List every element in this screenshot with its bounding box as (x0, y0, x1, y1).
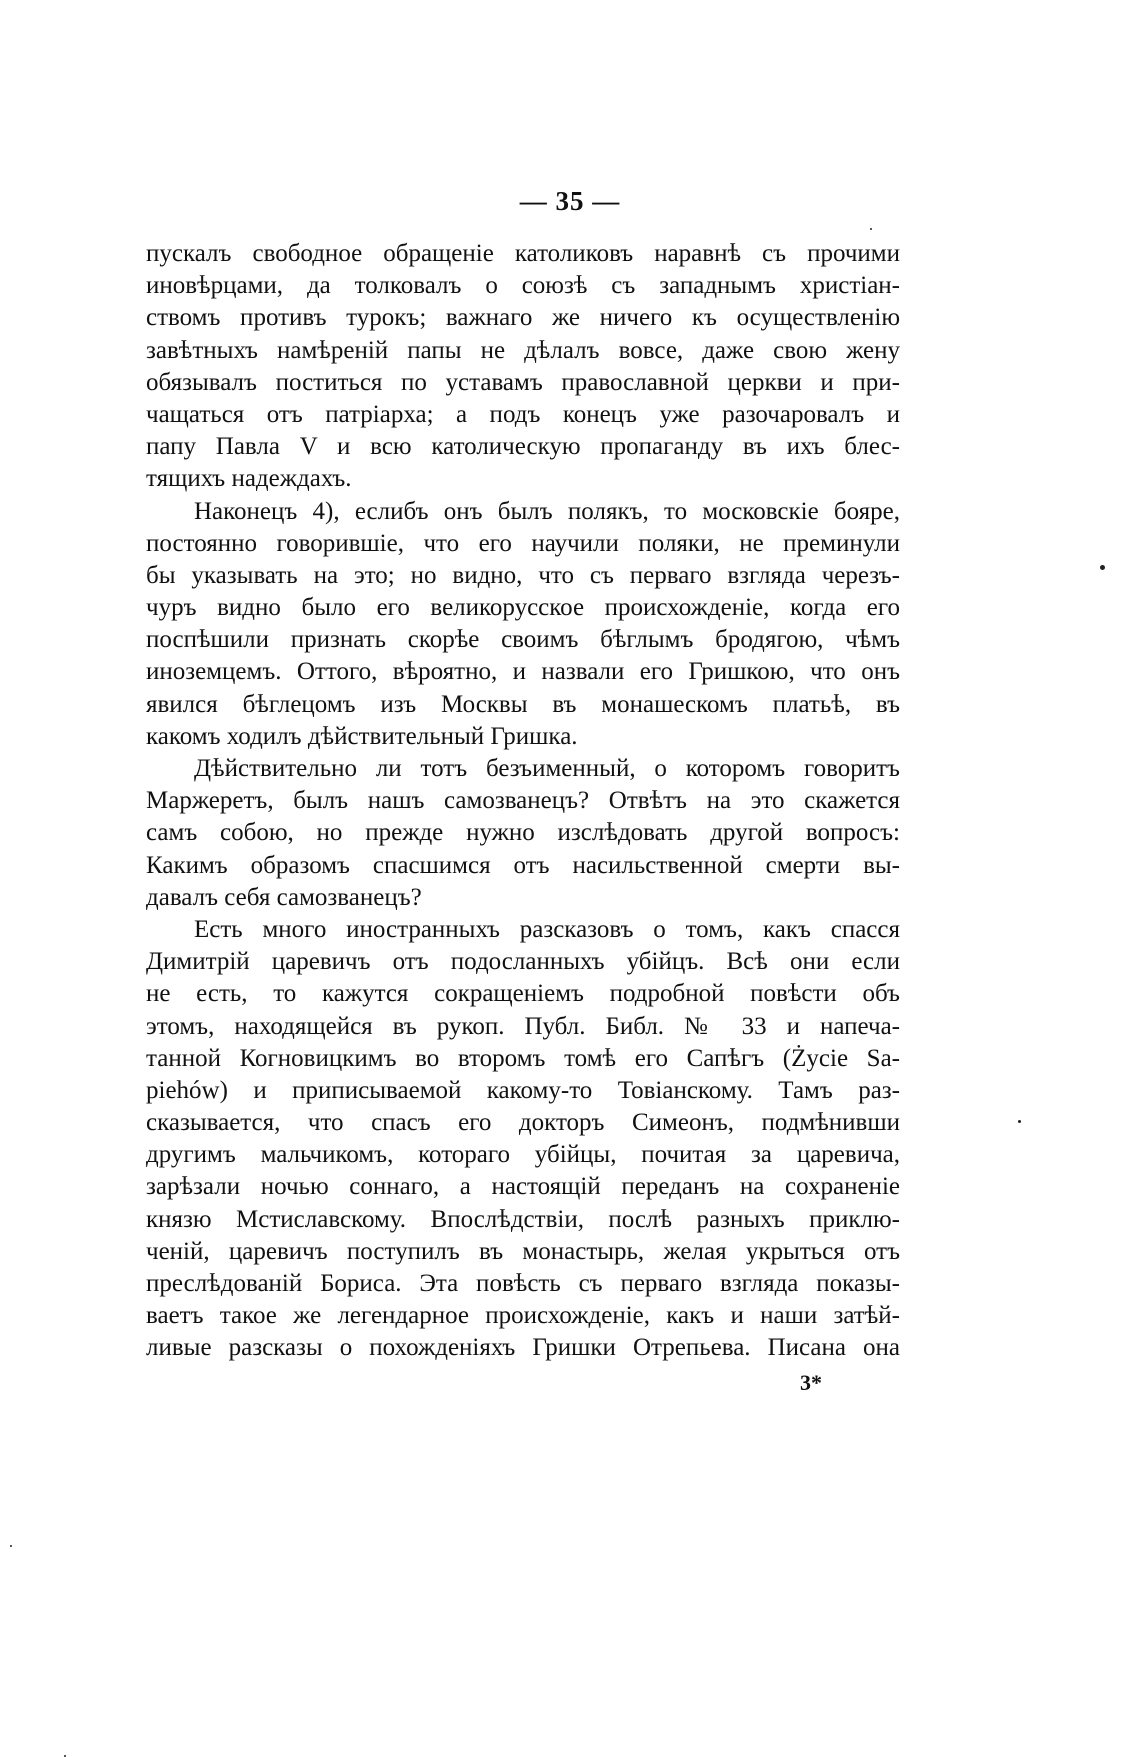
text-line: Маржеретъ, былъ нашъ самозванецъ? Отвѣтъ на это скажется (146, 787, 900, 815)
text-line: Димитрій царевичъ отъ подосланныхъ убійцъ. Всѣ они если (146, 948, 900, 976)
text-line: другимъ мальчикомъ, котораго убійцы, почитая за царевича, (146, 1141, 900, 1169)
text-line: пускалъ свободное обращеніе католиковъ наравнѣ съ прочими (146, 240, 900, 267)
paragraph-start-line: Дѣйствительно ли тотъ безъименный, о которомъ говоритъ (194, 755, 900, 782)
text-line: иноземцемъ. Оттого, вѣроятно, и назвали его Гришкою, что онъ (146, 658, 900, 686)
signature-mark: 3* (800, 1370, 822, 1395)
text-line: чащаться отъ патріарха; а подъ конецъ уже разочаровалъ и (146, 400, 900, 428)
text-line: танной Когновицкимъ во второмъ томѣ его Сапѣгъ (Życie Sa- (146, 1044, 900, 1072)
text-line: обязывалъ поститься по уставамъ православной церкви и при- (146, 368, 900, 396)
text-line: зарѣзали ночью соннаго, а настоящій переданъ на сохраненіе (146, 1173, 900, 1201)
text-line: постоянно говорившіе, что его научили поляки, не преминули (146, 529, 900, 557)
page-number: — 35 — (519, 186, 621, 216)
text-line: преслѣдованій Бориса. Эта повѣсть съ перваго взгляда показы- (146, 1270, 900, 1297)
text-line: ваетъ такое же легендарное происхожденіе, какъ и наши затѣй- (146, 1302, 900, 1330)
text-line: бы указывать на это; но видно, что съ перваго взгляда черезъ- (146, 561, 900, 589)
text-line: тящихъ надеждахъ. (146, 465, 352, 493)
text-line: папу Павла V и всю католическую пропаганду въ ихъ блес- (146, 433, 900, 461)
text-line: какомъ ходилъ дѣйствительный Гришка. (146, 722, 578, 750)
text-line: ливые разсказы о похожденіяхъ Гришки Отрепьева. Писана она (146, 1334, 900, 1362)
text-line: поспѣшили признать скорѣе своимъ бѣглымъ бродягою, чѣмъ (146, 626, 900, 654)
text-line: самъ собою, но прежде нужно изслѣдовать другой вопросъ: (146, 819, 900, 847)
text-line: сказывается, что спасъ его докторъ Симеонъ, подмѣнивши (146, 1109, 900, 1137)
text-line: этомъ, находящейся въ рукоп. Публ. Библ. № 33 и напеча- (146, 1012, 900, 1040)
body-text (146, 238, 900, 1365)
text-line: ствомъ противъ турокъ; важнаго же ничего къ осуществленію (146, 304, 900, 332)
text-line: Какимъ образомъ спасшимся отъ насильственной смерти вы- (146, 851, 900, 879)
text-line: ченій, царевичъ поступилъ въ монастырь, желая укрыться отъ (146, 1237, 900, 1265)
text-line: князю Мстиславскому. Впослѣдствіи, послѣ разныхъ приклю- (146, 1205, 900, 1233)
text-line: иновѣрцами, да толковалъ о союзѣ съ западнымъ христіан- (146, 272, 900, 300)
scan-speck (10, 1545, 12, 1547)
text-line: давалъ себя самозванецъ? (146, 883, 422, 911)
text-line: piehów) и приписываемой какому-то Товіанскому. Тамъ раз- (146, 1076, 900, 1104)
scan-speck (1018, 1120, 1021, 1123)
text-line: завѣтныхъ намѣреній папы не дѣлалъ вовсе, даже свою жену (146, 336, 900, 364)
text-line: чуръ видно было его великорусское происхожденіе, когда его (146, 594, 900, 622)
scan-speck (1100, 565, 1105, 570)
text-line: явился бѣглецомъ изъ Москвы въ монашескомъ платьѣ, въ (146, 690, 900, 718)
text-line: не есть, то кажутся сокращеніемъ подробной повѣсти объ (146, 980, 900, 1008)
paragraph-start-line: Наконецъ 4), еслибъ онъ былъ полякъ, то московскіе бояре, (194, 497, 900, 525)
scan-speck (870, 228, 872, 230)
paragraph-start-line: Есть много иностранныхъ разсказовъ о томъ, какъ спасся (194, 915, 900, 943)
